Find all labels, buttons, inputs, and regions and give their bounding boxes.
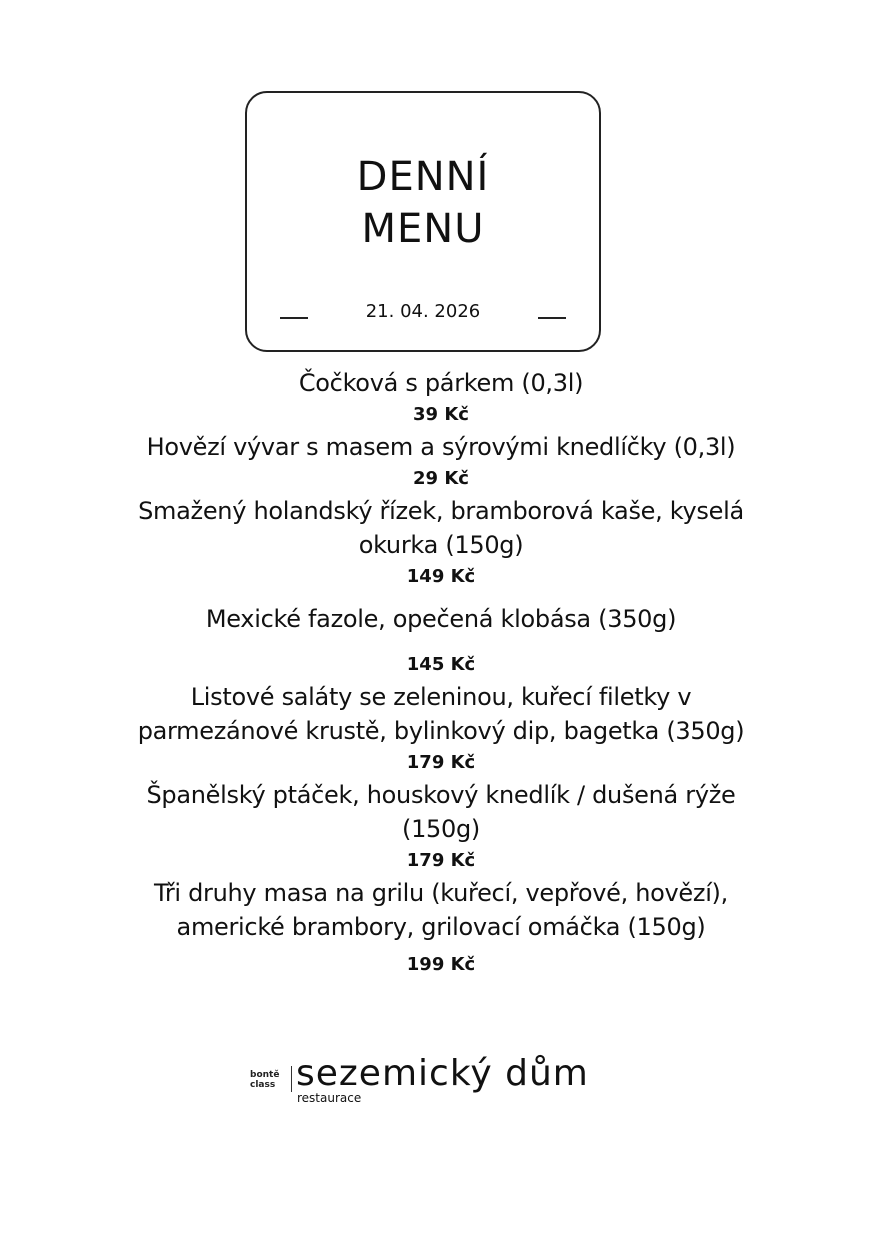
dish-price: 179 Kč xyxy=(406,850,476,871)
menu-item xyxy=(131,494,751,592)
dish-price: 39 Kč xyxy=(413,404,469,425)
dish-price: 179 Kč xyxy=(406,752,476,773)
logo-subbrand xyxy=(250,1070,279,1090)
dish-name: Španělský ptáček, houskový knedlík / dušená rýže (150g) xyxy=(146,781,736,843)
dish-name: Smažený holandský řízek, bramborová kaše, kyselá okurka (150g) xyxy=(138,497,744,559)
dish-price: 29 Kč xyxy=(413,468,469,489)
date-row xyxy=(247,301,599,325)
logo-subbrand-line1: bontě xyxy=(250,1070,280,1080)
dish-price: 199 Kč xyxy=(406,954,476,975)
menu-item xyxy=(131,680,751,778)
dish-name: Listové saláty se zeleninou, kuřecí filetky v parmezánové krustě, bylinkový dip, bagetka (350g) xyxy=(137,683,745,745)
spacer xyxy=(121,636,761,650)
menu-item xyxy=(131,778,751,876)
dish-name: Hovězí vývar s masem a sýrovými knedlíčky (0,3l) xyxy=(146,433,736,461)
logo-brand-name: sezemický dům xyxy=(296,1053,589,1094)
menu-header-card xyxy=(245,91,601,352)
menu-list xyxy=(0,366,882,980)
title-line-2: MENU xyxy=(361,206,485,252)
menu-item xyxy=(121,430,761,494)
menu-title xyxy=(247,151,599,255)
dish-price: 145 Kč xyxy=(406,654,476,675)
restaurant-logo xyxy=(250,1053,610,1108)
title-line-1: DENNÍ xyxy=(356,154,490,200)
menu-item xyxy=(121,366,761,430)
dish-name: Mexické fazole, opečená klobása (350g) xyxy=(205,605,677,633)
dash-right-icon xyxy=(538,317,566,319)
dish-price: 149 Kč xyxy=(406,566,476,587)
logo-divider xyxy=(291,1066,292,1092)
dish-name: Tři druhy masa na grilu (kuřecí, vepřové, hovězí), americké brambory, grilovací omáčka (150g) xyxy=(154,879,728,941)
menu-item xyxy=(121,592,761,680)
dish-name: Čočková s párkem (0,3l) xyxy=(298,369,584,397)
logo-subbrand-line2: class xyxy=(250,1080,276,1090)
logo-tagline: restaurace xyxy=(297,1091,362,1105)
menu-item xyxy=(141,876,741,980)
spacer xyxy=(121,592,761,602)
menu-date: 21. 04. 2026 xyxy=(365,301,481,322)
